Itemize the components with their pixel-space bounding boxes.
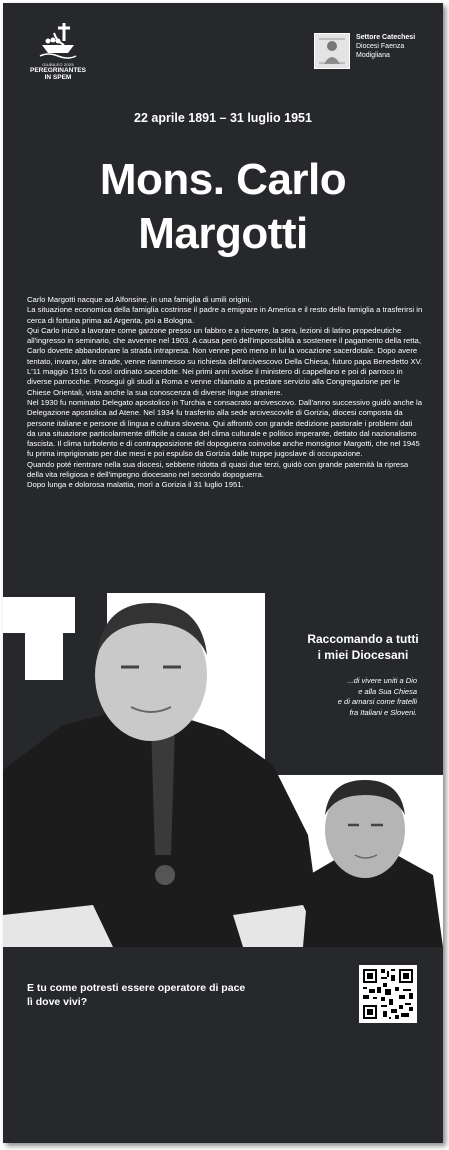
quote-text [293,676,417,718]
bio-paragraph: La situazione economica della famiglia costrinse il padre a emigrare in America e il resto della famiglia a trasferirsi in cerca di fortuna prima ad Argenta, poi a Bologna. [27,305,423,325]
quote-line1: ...di vivere uniti a Dio [347,676,417,685]
bio-paragraph: Nel 1930 fu nominato Delegato apostolico in Turchia e consacrato arcivescovo. Dall'anno successivo guidò anche la Delegazione apostolica ad Atene. Nel 1934 fu trasferito alla sede arcivescovile di Gorizia, diocesi composta da persone italiane e persone di lingua e cultura slovena. Qui affrontò con grande dedizione pastorale i problemi dati da una situazione particolarmente difficile a causa del clima culturale e politico imperante, dettato dal nazionalismo fascista. Il clima turbolento e di contrapposizione del dopoguerra coinvolse anche monsignor Margotti, che nel 1945 fu prima imprigionato per due mesi e poi espulso da Gorizia dalle truppe jugoslave di occupazione. [27,397,423,459]
jubilee-motto-line1: PEREGRINANTES [30,67,86,74]
life-dates: 22 aprile 1891 – 31 luglio 1951 [134,111,312,125]
poster [3,3,443,1143]
quote-line2: e alla Sua Chiesa [358,686,417,696]
question-line1: E tu come potresti essere operatore di pace [27,982,246,994]
reflection-question [27,981,287,1009]
jubilee-cross-boat-icon [34,21,82,61]
bio-paragraph: Quando poté rientrare nella sua diocesi, sebbene ridotta di quasi due terzi, guidò con grande paternità la ripresa della vita religiosa e dell'impegno diocesano nel secondo dopoguerra. [27,459,409,480]
diocese-line1: Diocesi Faenza [356,43,405,50]
title-line-2: Margotti [138,209,308,258]
bio-paragraph: Qui Carlo iniziò a lavorare come garzone presso un fabbro e a ricevere, la sera, lezioni di latino propedeutiche all'ingresso in seminario, che avvenne nel 1903. A causa però dell'impossibilità a sostenere il pagamento della retta, Carlo dovette abbandonare la strada intrapresa. Non venne però meno in lui la vocazione sacerdotale. Dopo avere tentato, invano, altre strade, venne riammesso su richiesta dell'arcivescovo Della Chiesa, futuro papa Benedetto XV. [27,325,423,366]
quote-title-line1: Raccomando a tutti [307,632,419,646]
quote-title-line2: i miei Diocesani [317,648,409,662]
quote-mark-icon [3,597,75,680]
quote-line4: fra Italiani e Sloveni. [349,707,417,717]
page-title [3,153,443,261]
diocese-title: Settore Catechesi [356,34,416,41]
quote-line3: e di amarsi come fratelli [337,697,417,706]
bio-paragraph: Carlo Margotti nacque ad Alfonsine, in una famiglia di umili origini. [27,295,252,304]
jubilee-small-label: GIUBILEO 2025 [42,62,74,67]
biography [27,295,423,491]
bio-paragraph: Dopo lunga e dolorosa malattia, morì a Gorizia il 31 luglio 1951. [27,480,244,490]
diocese-seal-icon [314,33,350,69]
quote-title [283,631,443,663]
diocese-line2: Modigliana [356,52,390,59]
qr-code-icon[interactable] [359,965,417,1023]
jubilee-logo [23,21,93,81]
bio-paragraph: L'11 maggio 1915 fu così ordinato sacerdote. Nei primi anni svolse il ministero di cappellano e poi di parroco in diverse parrocchie. Proseguì gli studi a Roma e venne chiamato a prestare servizio alla Congregazione per le Chiese Orientali, vista anche la sua conoscenza di diverse lingue straniere. [27,367,403,397]
diocese-logo [314,33,415,69]
question-line2: lì dove vivi? [27,996,88,1008]
title-line-1: Mons. Carlo [99,155,347,204]
jubilee-motto-line2: IN SPEM [44,74,72,81]
